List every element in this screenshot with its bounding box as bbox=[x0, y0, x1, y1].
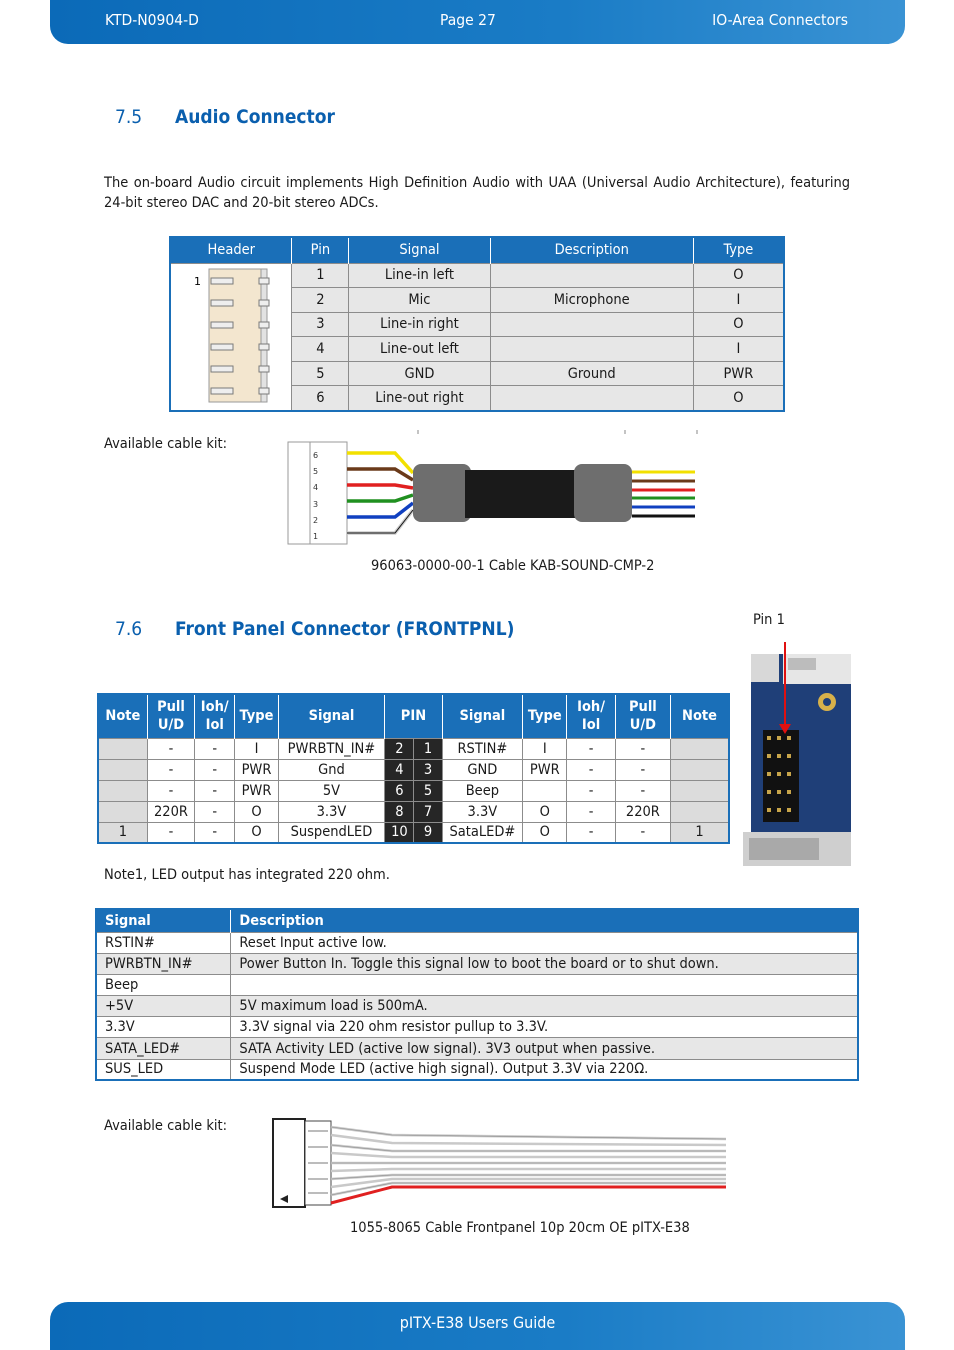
ioh-left-cell: - bbox=[195, 780, 235, 801]
col-description: Description bbox=[490, 237, 693, 263]
col-signal-left: Signal bbox=[278, 694, 385, 738]
signal-left-cell: 5V bbox=[278, 780, 385, 801]
note-right-cell bbox=[671, 780, 729, 801]
table-row bbox=[98, 801, 729, 822]
connector-header-icon bbox=[171, 264, 291, 406]
type-cell: O bbox=[693, 386, 784, 411]
pull-right-cell: 220R bbox=[615, 801, 670, 822]
table-row bbox=[96, 996, 858, 1017]
section-title: Front Panel Connector (FRONTPNL) bbox=[175, 618, 515, 640]
signal-cell: GND bbox=[349, 361, 490, 386]
pin-left-cell: 10 bbox=[385, 822, 414, 843]
note-right-cell bbox=[671, 801, 729, 822]
pin-right-cell: 7 bbox=[414, 801, 442, 822]
ioh-left-cell: - bbox=[195, 759, 235, 780]
type-left-cell: O bbox=[235, 822, 278, 843]
table-header-row bbox=[170, 237, 784, 263]
signal-cell: Mic bbox=[349, 288, 490, 313]
frontpanel-board-photo bbox=[743, 632, 851, 866]
signal-cell: SUS_LED bbox=[96, 1059, 231, 1080]
cable-pin-label: 6 bbox=[313, 451, 319, 460]
description-cell bbox=[490, 386, 693, 411]
signal-cell: RSTIN# bbox=[96, 932, 231, 953]
pull-left-cell: 220R bbox=[147, 801, 194, 822]
col-signal: Signal bbox=[349, 237, 490, 263]
table-row bbox=[98, 738, 729, 759]
ioh-right-cell: - bbox=[567, 822, 615, 843]
pull-right-cell: - bbox=[615, 822, 670, 843]
pin-cell: 5 bbox=[292, 361, 349, 386]
table-row bbox=[98, 780, 729, 801]
note1-text: Note1, LED output has integrated 220 ohm. bbox=[104, 867, 390, 883]
description-cell: Suspend Mode LED (active high signal). Output 3.3V via 220Ω. bbox=[231, 1059, 858, 1080]
type-left-cell: I bbox=[235, 738, 278, 759]
signal-right-cell: RSTIN# bbox=[442, 738, 523, 759]
doc-id: KTD-N0904-D bbox=[105, 11, 199, 29]
table-row bbox=[96, 932, 858, 953]
frontpanel-cable-caption: 1055-8065 Cable Frontpanel 10p 20cm OE pITX-E38 bbox=[350, 1220, 690, 1236]
note-left-cell: 1 bbox=[98, 822, 147, 843]
type-cell: I bbox=[693, 288, 784, 313]
signal-cell: PWRBTN_IN# bbox=[96, 953, 231, 974]
description-cell: Ground bbox=[490, 361, 693, 386]
audio-intro: The on-board Audio circuit implements High Definition Audio with UAA (Universal Audio Architecture), featuring 24-bit stereo DAC and 20-bit stereo ADCs. bbox=[104, 175, 850, 211]
signal-right-cell: 3.3V bbox=[442, 801, 523, 822]
note-right-cell bbox=[671, 738, 729, 759]
table-header-row bbox=[98, 694, 729, 738]
type-right-cell bbox=[523, 780, 567, 801]
col-header: Header bbox=[170, 237, 292, 263]
pin-left-cell: 4 bbox=[385, 759, 414, 780]
note-left-cell bbox=[98, 780, 147, 801]
pull-right-cell: - bbox=[615, 738, 670, 759]
col-ioh-right: Ioh/ Iol bbox=[567, 694, 615, 738]
pin-right-cell: 5 bbox=[414, 780, 442, 801]
table-row bbox=[96, 1038, 858, 1059]
col-type-left: Type bbox=[235, 694, 278, 738]
pin-left-cell: 8 bbox=[385, 801, 414, 822]
page-footer bbox=[50, 1302, 905, 1350]
description-cell: Microphone bbox=[490, 288, 693, 313]
pin-left-cell: 6 bbox=[385, 780, 414, 801]
type-left-cell: PWR bbox=[235, 780, 278, 801]
col-pin: Pin bbox=[292, 237, 349, 263]
signal-left-cell: 3.3V bbox=[278, 801, 385, 822]
col-pull-right: Pull U/D bbox=[615, 694, 670, 738]
signal-cell: Line-in right bbox=[349, 312, 490, 337]
ioh-right-cell: - bbox=[567, 780, 615, 801]
signal-right-cell: SataLED# bbox=[442, 822, 523, 843]
description-cell bbox=[490, 263, 693, 288]
note-right-cell bbox=[671, 759, 729, 780]
col-ioh-left: Ioh/ Iol bbox=[195, 694, 235, 738]
signal-left-cell: PWRBTN_IN# bbox=[278, 738, 385, 759]
pull-right-cell: - bbox=[615, 759, 670, 780]
description-cell: 5V maximum load is 500mA. bbox=[231, 996, 858, 1017]
frontpanel-cable-label: Available cable kit: bbox=[104, 1118, 228, 1134]
table-row bbox=[96, 974, 858, 995]
audio-cable-image bbox=[285, 428, 705, 548]
description-cell bbox=[231, 974, 858, 995]
description-cell bbox=[490, 312, 693, 337]
col-description: Description bbox=[231, 909, 858, 932]
table-row bbox=[170, 263, 784, 288]
section-number: 7.5 bbox=[115, 106, 143, 128]
signal-left-cell: SuspendLED bbox=[278, 822, 385, 843]
description-cell: 3.3V signal via 220 ohm resistor pullup to 3.3V. bbox=[231, 1017, 858, 1038]
cable-pin-label: 1 bbox=[313, 532, 319, 541]
signal-description-table bbox=[95, 908, 859, 1081]
type-left-cell: PWR bbox=[235, 759, 278, 780]
ioh-right-cell: - bbox=[567, 759, 615, 780]
page-header bbox=[50, 0, 905, 44]
type-cell: I bbox=[693, 337, 784, 362]
section-title: Audio Connector bbox=[175, 106, 335, 128]
type-right-cell: O bbox=[523, 801, 567, 822]
pin-right-cell: 3 bbox=[414, 759, 442, 780]
pull-left-cell: - bbox=[147, 759, 194, 780]
audio-header-drawing bbox=[170, 263, 292, 411]
description-cell: Reset Input active low. bbox=[231, 932, 858, 953]
pin-cell: 1 bbox=[292, 263, 349, 288]
frontpanel-pin-table bbox=[97, 693, 730, 844]
pin-right-cell: 1 bbox=[414, 738, 442, 759]
ioh-right-cell: - bbox=[567, 801, 615, 822]
audio-pin-table bbox=[169, 236, 785, 412]
pin1-marker: 1 bbox=[194, 274, 202, 288]
signal-cell: Line-out left bbox=[349, 337, 490, 362]
col-pull-left: Pull U/D bbox=[147, 694, 194, 738]
note-left-cell bbox=[98, 738, 147, 759]
pull-left-cell: - bbox=[147, 822, 194, 843]
pin1-label: Pin 1 bbox=[753, 612, 785, 628]
ioh-left-cell: - bbox=[195, 822, 235, 843]
pull-right-cell: - bbox=[615, 780, 670, 801]
audio-cable-caption: 96063-0000-00-1 Cable KAB-SOUND-CMP-2 bbox=[371, 558, 655, 574]
type-right-cell: I bbox=[523, 738, 567, 759]
frontpanel-cable-image bbox=[272, 1117, 728, 1209]
ioh-left-cell: - bbox=[195, 738, 235, 759]
signal-left-cell: Gnd bbox=[278, 759, 385, 780]
col-signal: Signal bbox=[96, 909, 231, 932]
type-right-cell: PWR bbox=[523, 759, 567, 780]
type-left-cell: O bbox=[235, 801, 278, 822]
col-type: Type bbox=[693, 237, 784, 263]
table-row bbox=[98, 759, 729, 780]
signal-cell: Line-in left bbox=[349, 263, 490, 288]
pull-left-cell: - bbox=[147, 780, 194, 801]
signal-cell: Line-out right bbox=[349, 386, 490, 411]
cable-pin-label: 4 bbox=[313, 483, 319, 492]
ioh-right-cell: - bbox=[567, 738, 615, 759]
signal-cell: Beep bbox=[96, 974, 231, 995]
pin-cell: 6 bbox=[292, 386, 349, 411]
col-note-right: Note bbox=[671, 694, 729, 738]
type-cell: O bbox=[693, 263, 784, 288]
signal-cell: +5V bbox=[96, 996, 231, 1017]
section-name: IO-Area Connectors bbox=[712, 11, 848, 29]
signal-cell: SATA_LED# bbox=[96, 1038, 231, 1059]
cable-pin-label: 3 bbox=[313, 500, 319, 509]
note-left-cell bbox=[98, 759, 147, 780]
note-left-cell bbox=[98, 801, 147, 822]
signal-right-cell: GND bbox=[442, 759, 523, 780]
col-signal-right: Signal bbox=[442, 694, 523, 738]
signal-right-cell: Beep bbox=[442, 780, 523, 801]
cable-pin-label: 5 bbox=[313, 467, 319, 476]
description-cell bbox=[490, 337, 693, 362]
pin-left-cell: 2 bbox=[385, 738, 414, 759]
table-header-row bbox=[96, 909, 858, 932]
ioh-left-cell: - bbox=[195, 801, 235, 822]
table-row bbox=[98, 822, 729, 843]
audio-cable-label: Available cable kit: bbox=[104, 436, 228, 452]
table-row bbox=[96, 1017, 858, 1038]
table-row bbox=[96, 1059, 858, 1080]
pull-left-cell: - bbox=[147, 738, 194, 759]
type-cell: O bbox=[693, 312, 784, 337]
page-number: Page 27 bbox=[440, 11, 496, 29]
pin-right-cell: 9 bbox=[414, 822, 442, 843]
pin-cell: 4 bbox=[292, 337, 349, 362]
pin-cell: 2 bbox=[292, 288, 349, 313]
section-number: 7.6 bbox=[115, 618, 143, 640]
footer-title: pITX-E38 Users Guide bbox=[399, 1313, 556, 1332]
note-right-cell: 1 bbox=[671, 822, 729, 843]
type-cell: PWR bbox=[693, 361, 784, 386]
col-note-left: Note bbox=[98, 694, 147, 738]
type-right-cell: O bbox=[523, 822, 567, 843]
col-type-right: Type bbox=[523, 694, 567, 738]
col-pin: PIN bbox=[385, 694, 442, 738]
description-cell: SATA Activity LED (active low signal). 3V3 output when passive. bbox=[231, 1038, 858, 1059]
cable-pin-label: 2 bbox=[313, 516, 319, 525]
signal-cell: 3.3V bbox=[96, 1017, 231, 1038]
table-row bbox=[96, 953, 858, 974]
description-cell: Power Button In. Toggle this signal low to boot the board or to shut down. bbox=[231, 953, 858, 974]
pin-cell: 3 bbox=[292, 312, 349, 337]
